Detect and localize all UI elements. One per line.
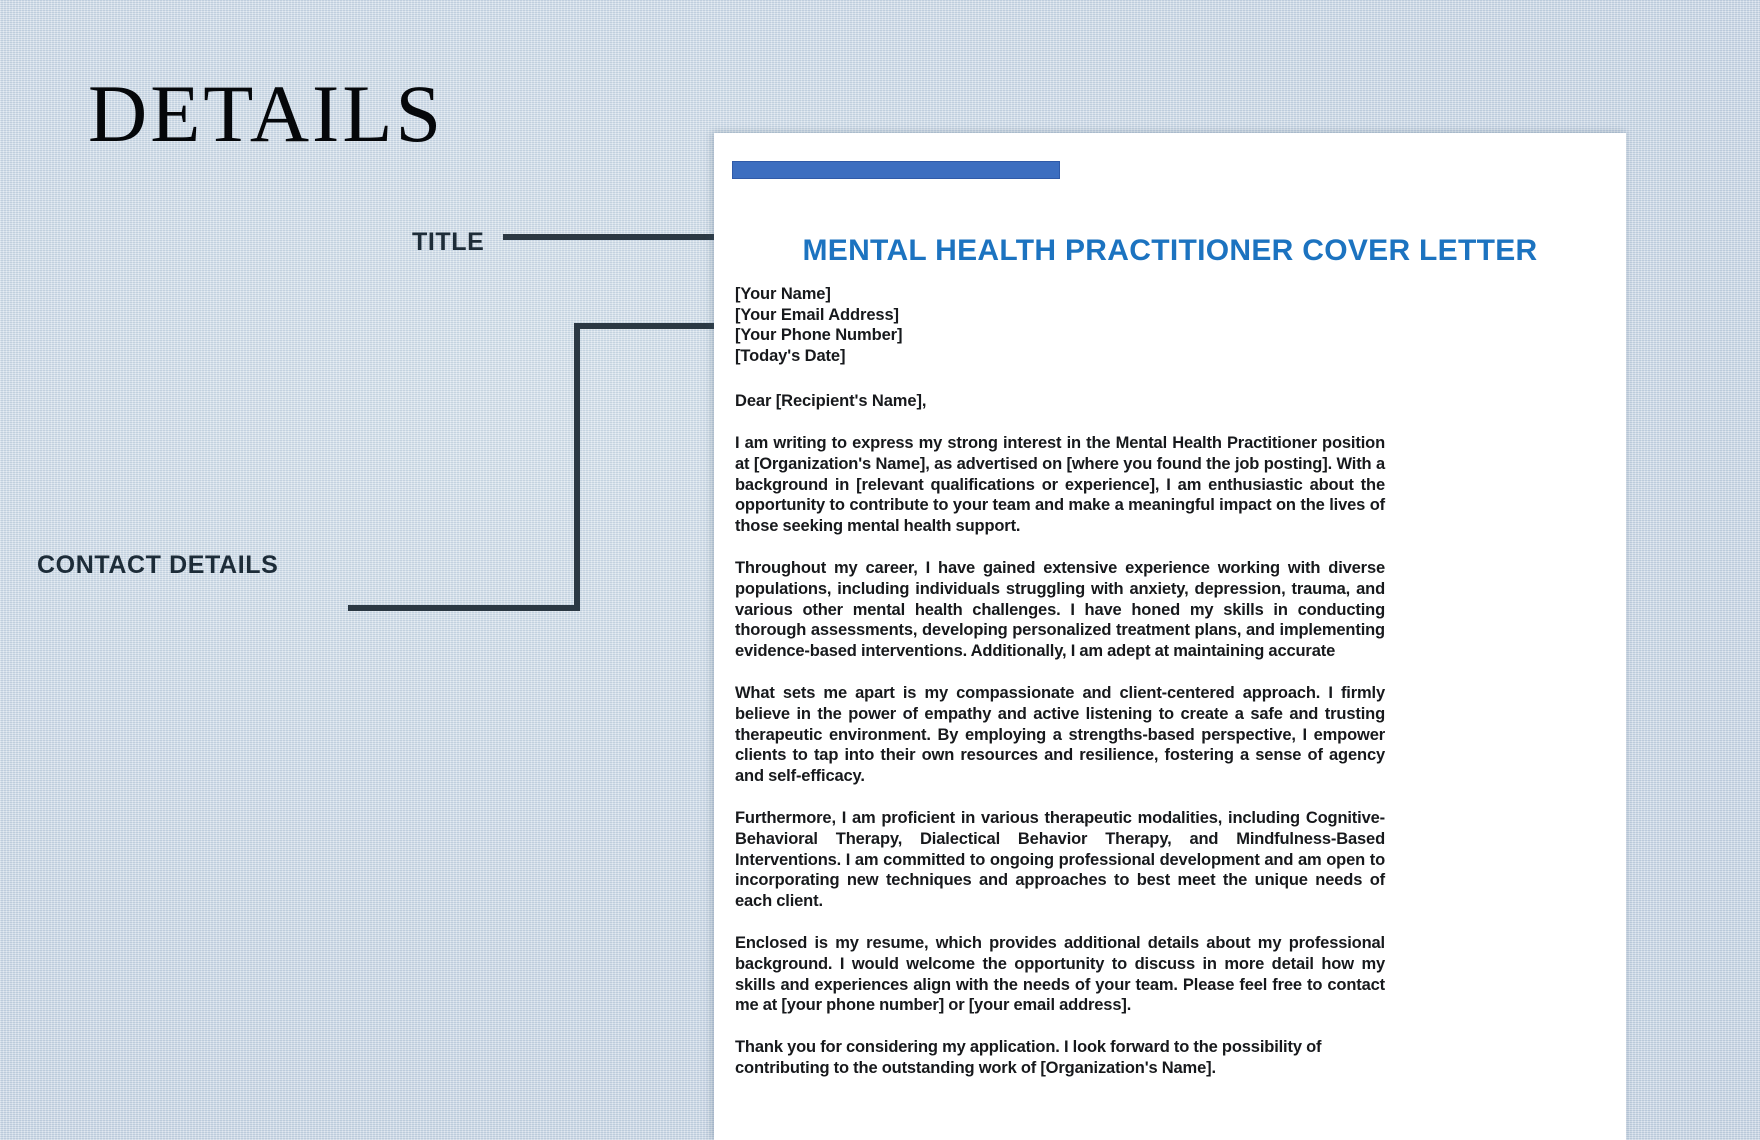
document-preview-page[interactable] xyxy=(714,133,1626,1140)
document-paragraph: Enclosed is my resume, which provides additional details about my professional background. I would welcome the opportunity to discuss in more detail how my skills and experiences align with the needs of your team. Please feel free to contact me at [your phone number] or [your email address]. xyxy=(735,933,1385,1015)
document-paragraph: Furthermore, I am proficient in various therapeutic modalities, including Cognitive-Behavioral Therapy, Dialectical Behavior Therapy, and Mindfulness-Based Interventions. I am committed to ongoing professional development and am open to incorporating new techniques and approaches to best meet the unique needs of each client. xyxy=(735,808,1385,911)
contact-line-email: [Your Email Address] xyxy=(735,305,899,324)
contact-details-block xyxy=(735,284,1385,366)
document-salutation: Dear [Recipient's Name], xyxy=(735,392,927,410)
contact-line-date: [Today's Date] xyxy=(735,346,846,365)
page-title: DETAILS xyxy=(88,68,445,159)
contact-connector-vertical xyxy=(574,323,580,611)
document-paragraph: Thank you for considering my application. I look forward to the possibility of contributing to the outstanding work of [Organization's Name]. xyxy=(735,1038,1322,1077)
document-paragraph: Throughout my career, I have gained extensive experience working with diverse populations, including individuals struggling with anxiety, depression, trauma, and various other mental health challenges. I have honed my skills in conducting thorough assessments, developing personalized treatment plans, and implementing evidence-based interventions. Additionally, I am adept at maintaining accurate xyxy=(735,558,1385,661)
document-accent-bar xyxy=(732,161,1060,179)
document-paragraph: I am writing to express my strong interest in the Mental Health Practitioner position at [Organization's Name], as advertised on [where you found the job posting]. With a background in [relevant qualifications or experience], I am enthusiastic about the opportunity to contribute to your team and make a meaningful impact on the lives of those seeking mental health support. xyxy=(735,434,1385,536)
document-body xyxy=(735,284,1385,1079)
callout-label-contact-details: CONTACT DETAILS xyxy=(37,551,279,579)
document-paragraph: What sets me apart is my compassionate and client-centered approach. I firmly believe in the power of empathy and active listening to create a safe and trusting therapeutic environment. By employing a strengths-based perspective, I empower clients to tap into their own resources and resilience, fostering a sense of agency and self-efficacy. xyxy=(735,683,1385,786)
contact-connector-horizontal-lower xyxy=(348,605,580,611)
contact-line-name: [Your Name] xyxy=(735,285,831,303)
callout-label-title: TITLE xyxy=(412,228,485,256)
contact-line-phone: [Your Phone Number] xyxy=(735,326,903,344)
document-title: MENTAL HEALTH PRACTITIONER COVER LETTER xyxy=(802,234,1538,267)
